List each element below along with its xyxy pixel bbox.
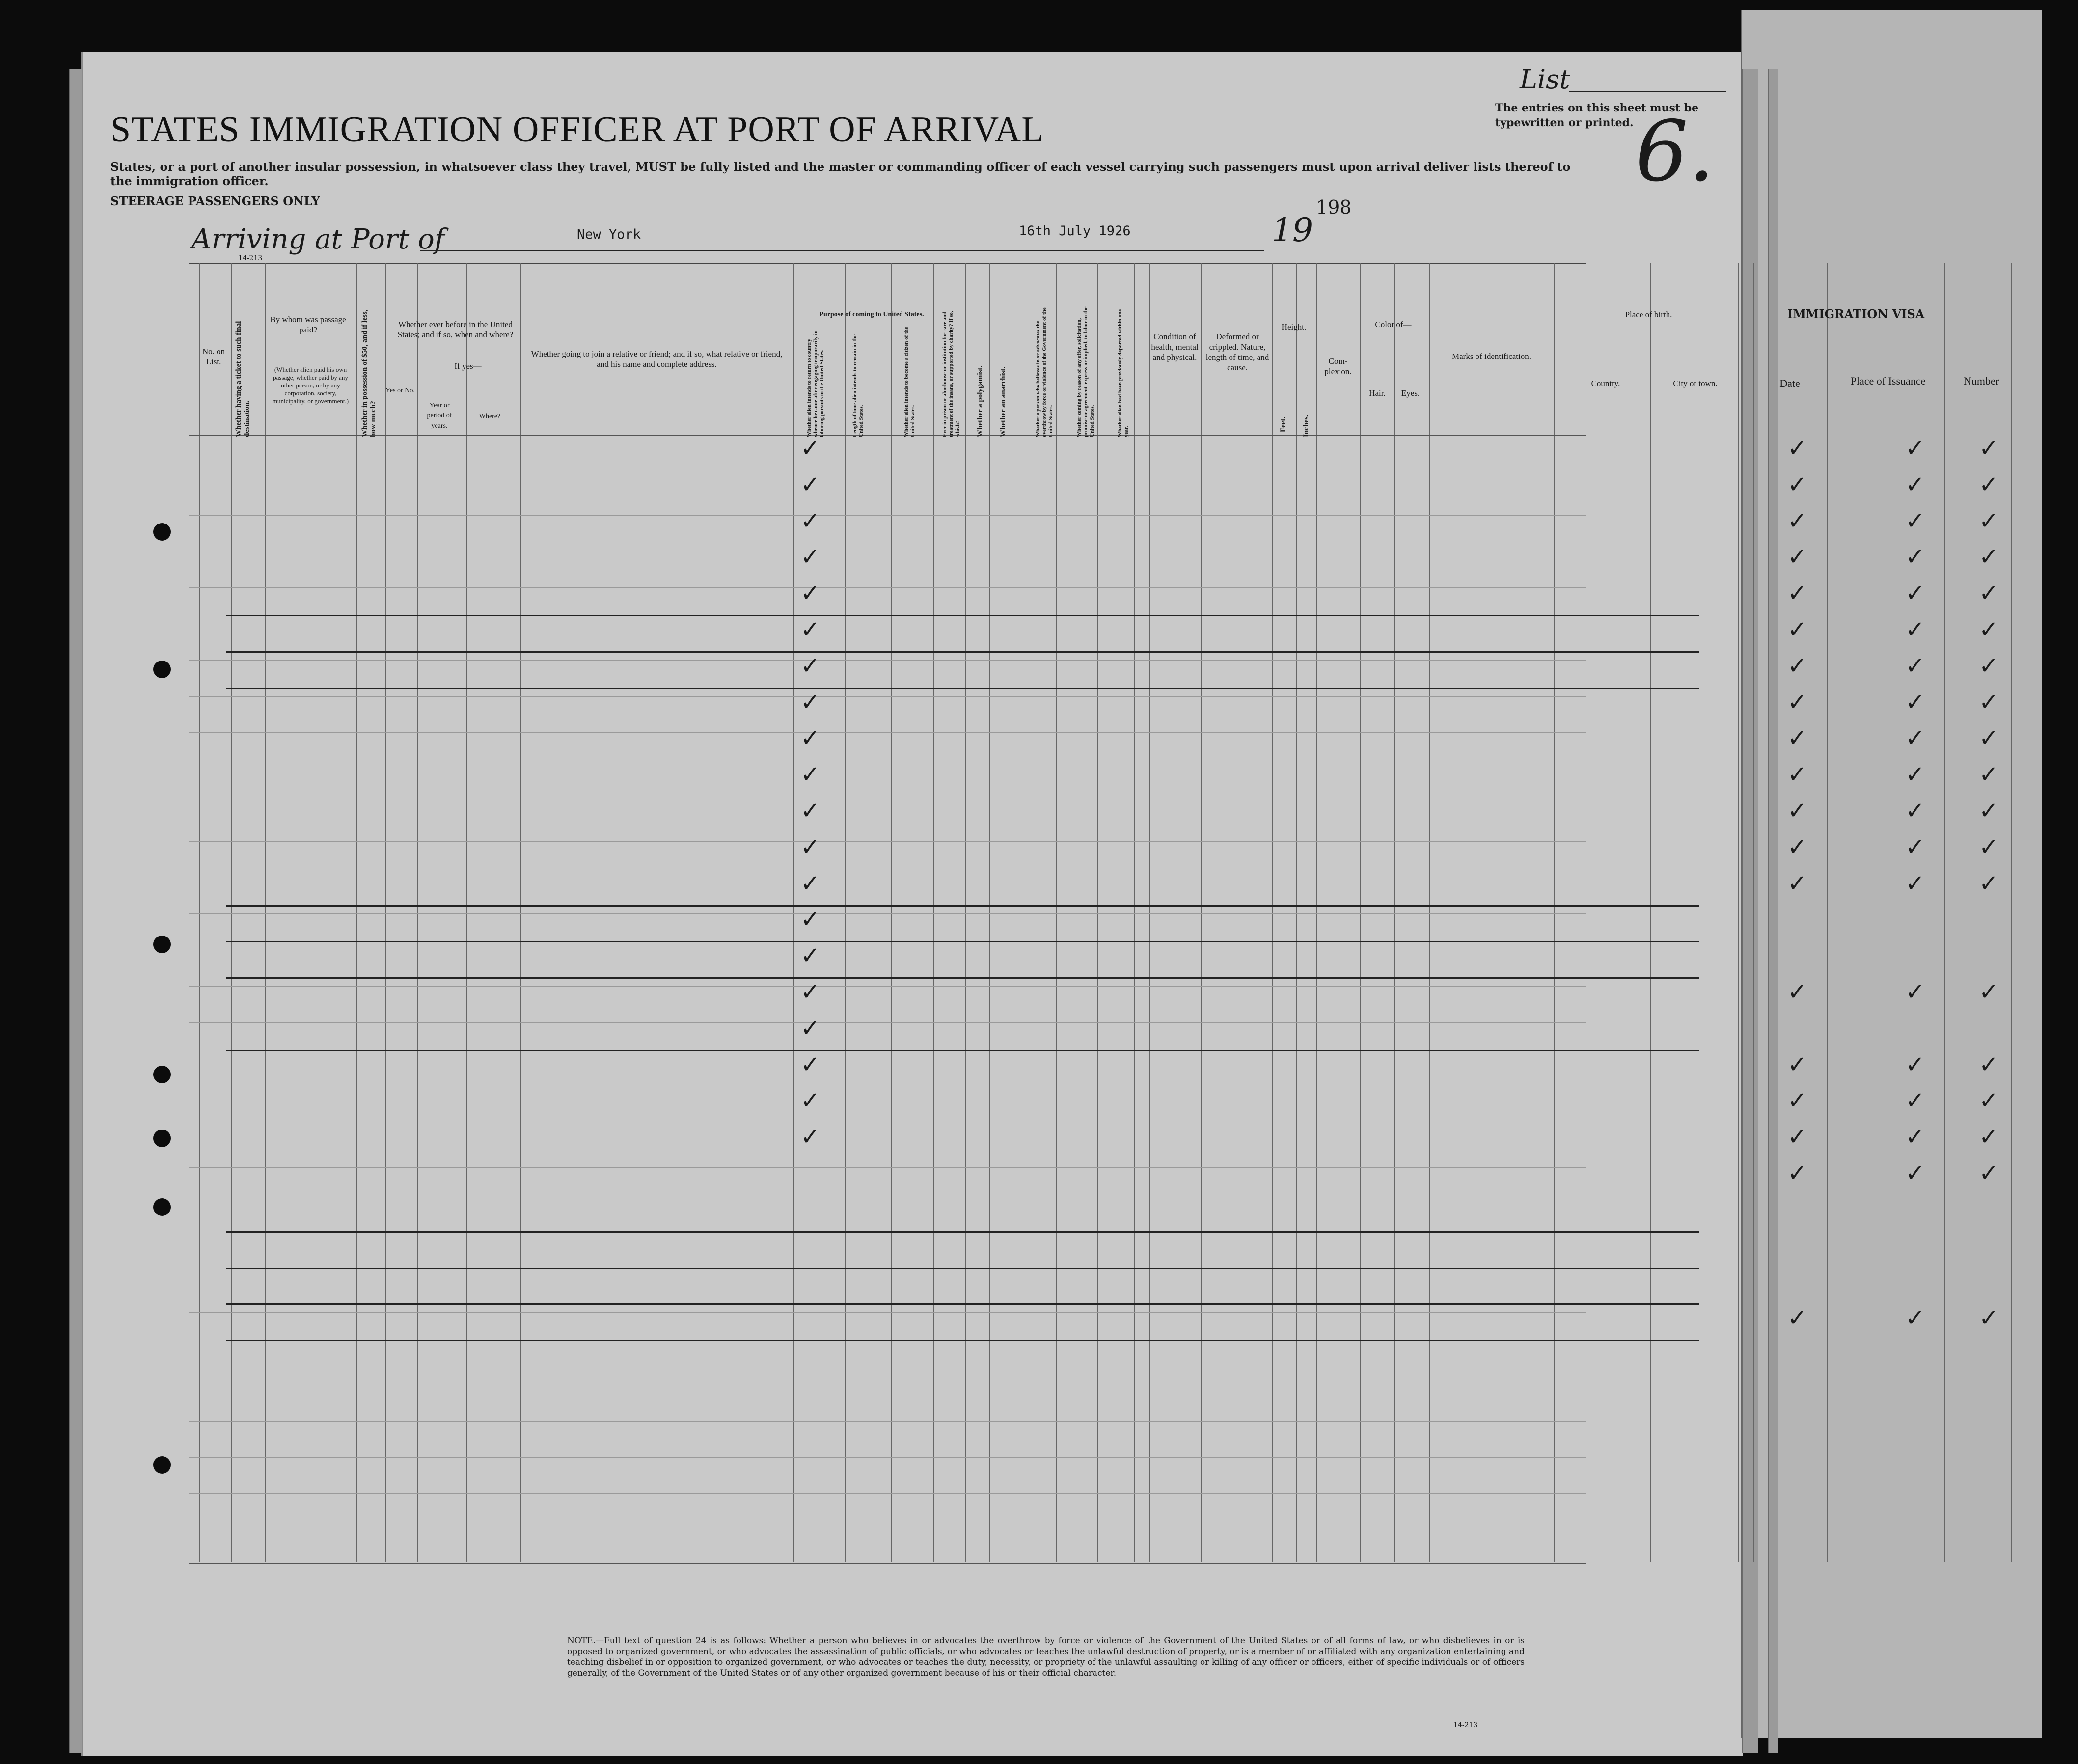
check-mark: ✓ bbox=[800, 833, 820, 861]
row-rule bbox=[189, 696, 1586, 697]
check-mark: ✓ bbox=[1787, 797, 1807, 825]
column-rule bbox=[989, 263, 990, 1562]
check-mark: ✓ bbox=[1787, 761, 1807, 789]
punch-hole bbox=[153, 1198, 171, 1216]
header-where: Where? bbox=[479, 413, 501, 420]
check-mark: ✓ bbox=[1905, 978, 1925, 1006]
form-code: 14-213 bbox=[238, 254, 263, 262]
sheet-number: 198 bbox=[1316, 196, 1352, 218]
check-mark: ✓ bbox=[1979, 543, 1999, 571]
strike-through-line bbox=[226, 905, 1699, 907]
header-city: City or town. bbox=[1673, 379, 1718, 388]
check-mark: ✓ bbox=[800, 797, 820, 825]
column-rule bbox=[1429, 263, 1430, 1562]
check-mark: ✓ bbox=[1787, 507, 1807, 535]
punch-hole bbox=[153, 523, 171, 541]
check-mark: ✓ bbox=[1905, 1159, 1925, 1187]
footer-note: NOTE.—Full text of question 24 is as follows: Whether a person who believes in or advocates the overthrow by force or violence of the Government of the United States or of all forms of law, or who disbelieves in or is opposed to organized government, or who advocates the assassination of public officials, or who advocates or teaches the unlawful destruction of property, or is a member of or affiliated with any organization entertaining and teaching disbelief in or opposition to organized government, or who advocates or teaches the duty, necessity, or propriety of the unlawful assaulting or killing of any officer or officers, either of specific individuals or of officers generally, of the Government of the United States or of any other organized government because of his or their official character. bbox=[567, 1636, 1525, 1678]
header-paid-by: By whom was passage paid? bbox=[270, 315, 346, 334]
check-mark: ✓ bbox=[1787, 724, 1807, 752]
header-marks: Marks of identification. bbox=[1452, 352, 1531, 361]
check-mark: ✓ bbox=[1905, 652, 1925, 680]
header-no-on-list: No. on List. bbox=[202, 347, 225, 366]
header-purpose-b: Length of time alien intends to remain in the United States. bbox=[852, 334, 864, 437]
column-rule bbox=[845, 263, 846, 1562]
check-mark: ✓ bbox=[1979, 761, 1999, 789]
column-rule bbox=[1554, 263, 1555, 1562]
column-rule bbox=[1316, 263, 1317, 1562]
header-visa: IMMIGRATION VISA bbox=[1787, 307, 1925, 321]
check-mark: ✓ bbox=[1905, 797, 1925, 825]
check-mark: ✓ bbox=[800, 1050, 820, 1078]
check-mark: ✓ bbox=[1979, 616, 1999, 643]
check-mark: ✓ bbox=[1787, 579, 1807, 607]
instructions: States, or a port of another insular possession, in whatsoever class they travel, MUST be fully listed and the master or commanding officer of each vessel carrying such passengers must upon arrival deliver lists thereof to the immigration officer. bbox=[110, 160, 1571, 188]
column-rule bbox=[265, 263, 266, 1562]
punch-hole bbox=[153, 1066, 171, 1083]
header-polygamist: Whether a polygamist. bbox=[976, 365, 984, 437]
check-mark: ✓ bbox=[1979, 1304, 1999, 1332]
check-mark: ✓ bbox=[1905, 1050, 1925, 1078]
check-mark: ✓ bbox=[1979, 833, 1999, 861]
row-rule bbox=[189, 1457, 1586, 1458]
column-rule bbox=[466, 263, 467, 1562]
check-mark: ✓ bbox=[1787, 869, 1807, 897]
row-rule bbox=[189, 1022, 1586, 1023]
header-eyes: Eyes. bbox=[1401, 388, 1420, 398]
check-mark: ✓ bbox=[1979, 978, 1999, 1006]
check-mark: ✓ bbox=[800, 1123, 820, 1151]
header-yes-no: Yes or No. bbox=[385, 387, 415, 394]
check-mark: ✓ bbox=[1979, 435, 1999, 462]
header-purpose: Purpose of coming to United States. bbox=[819, 311, 924, 318]
check-mark: ✓ bbox=[800, 906, 820, 934]
port-value: New York bbox=[577, 227, 641, 242]
check-mark: ✓ bbox=[800, 1014, 820, 1042]
check-mark: ✓ bbox=[1787, 616, 1807, 643]
list-label: List bbox=[1520, 64, 1570, 95]
strike-through-line bbox=[226, 941, 1699, 942]
check-mark: ✓ bbox=[800, 978, 820, 1006]
check-mark: ✓ bbox=[1905, 1123, 1925, 1151]
check-mark: ✓ bbox=[1905, 435, 1925, 462]
column-rule bbox=[933, 263, 934, 1562]
header-inches: Inches. bbox=[1302, 414, 1310, 437]
header-deformed: Deformed or crippled. Nature, length of time, and cause. bbox=[1205, 332, 1269, 372]
check-mark: ✓ bbox=[1905, 1087, 1925, 1115]
check-mark: ✓ bbox=[1979, 1087, 1999, 1115]
row-rule bbox=[189, 660, 1586, 661]
row-rule bbox=[189, 587, 1586, 588]
list-underline bbox=[1569, 91, 1726, 92]
row-rule bbox=[189, 1167, 1586, 1168]
column-rule bbox=[356, 263, 357, 1562]
check-mark: ✓ bbox=[1979, 797, 1999, 825]
check-mark: ✓ bbox=[1905, 688, 1925, 716]
row-rule bbox=[189, 841, 1586, 842]
check-mark: ✓ bbox=[1979, 869, 1999, 897]
header-deported: Whether alien had been previously deported within one year. bbox=[1117, 309, 1129, 437]
check-mark: ✓ bbox=[1787, 435, 1807, 462]
header-if-yes: If yes— bbox=[454, 361, 482, 371]
check-mark: ✓ bbox=[1979, 724, 1999, 752]
row-rule bbox=[189, 515, 1586, 516]
column-rule bbox=[1056, 263, 1057, 1562]
column-rule bbox=[1272, 263, 1273, 1562]
column-rule bbox=[1149, 263, 1150, 1562]
column-rule bbox=[520, 263, 521, 1562]
check-mark: ✓ bbox=[1905, 1304, 1925, 1332]
header-country: Country. bbox=[1591, 379, 1620, 388]
check-mark: ✓ bbox=[800, 724, 820, 752]
strike-through-line bbox=[226, 615, 1699, 616]
check-mark: ✓ bbox=[1979, 652, 1999, 680]
date-value: 16th July 1926 bbox=[1019, 223, 1131, 239]
check-mark: ✓ bbox=[1979, 470, 1999, 498]
check-mark: ✓ bbox=[800, 869, 820, 897]
check-mark: ✓ bbox=[1979, 1050, 1999, 1078]
column-rule bbox=[965, 263, 966, 1562]
column-rule bbox=[1097, 263, 1098, 1562]
header-visa-place: Place of Issuance bbox=[1850, 375, 1926, 387]
strike-through-line bbox=[226, 1340, 1699, 1341]
header-prison: Ever in prison or almshouse or institution for care and treatment of the insane, or supported by charity? If so, which? bbox=[942, 311, 960, 437]
check-mark: ✓ bbox=[800, 652, 820, 680]
column-rule bbox=[891, 263, 892, 1562]
check-mark: ✓ bbox=[1787, 1123, 1807, 1151]
column-rule bbox=[385, 263, 386, 1562]
header-visa-date: Date bbox=[1779, 377, 1800, 389]
header-q25: Whether coming by reason of any offer, solicitation, promise or agreement, express or implied, to labor in the United States. bbox=[1076, 306, 1095, 437]
list-number: 6. bbox=[1635, 103, 1715, 200]
header-complexion: Com- plexion. bbox=[1324, 357, 1352, 376]
strike-through-line bbox=[226, 1268, 1699, 1269]
check-mark: ✓ bbox=[1905, 507, 1925, 535]
check-mark: ✓ bbox=[1787, 543, 1807, 571]
check-mark: ✓ bbox=[1787, 688, 1807, 716]
header-purpose-c: Whether alien intends to become a citizen of the United States. bbox=[903, 327, 916, 437]
column-rule bbox=[1944, 263, 1945, 1562]
column-rule bbox=[1650, 263, 1651, 1562]
header-relative: Whether going to join a relative or friend; and if so, what relative or friend, and his name and complete address. bbox=[531, 349, 783, 369]
check-mark: ✓ bbox=[1787, 652, 1807, 680]
header-visa-number: Number bbox=[1963, 375, 1999, 387]
check-mark: ✓ bbox=[1905, 579, 1925, 607]
page-title: STATES IMMIGRATION OFFICER AT PORT OF ARRIVAL bbox=[110, 110, 1044, 150]
punch-hole bbox=[153, 936, 171, 953]
column-rule bbox=[1134, 263, 1135, 1562]
punch-hole bbox=[153, 1456, 171, 1474]
check-mark: ✓ bbox=[800, 507, 820, 535]
check-mark: ✓ bbox=[1905, 833, 1925, 861]
check-mark: ✓ bbox=[1905, 724, 1925, 752]
column-rule bbox=[1201, 263, 1202, 1562]
check-mark: ✓ bbox=[1787, 1304, 1807, 1332]
header-q24: Whether a person who believes in or advocates the overthrow by force or violence of the Government of the United States. bbox=[1035, 307, 1054, 437]
punch-hole bbox=[153, 1130, 171, 1147]
steerage-label: STEERAGE PASSENGERS ONLY bbox=[110, 194, 320, 208]
check-mark: ✓ bbox=[1979, 1123, 1999, 1151]
entries-note: The entries on this sheet must be typewritten or printed. bbox=[1495, 102, 1699, 129]
check-mark: ✓ bbox=[1905, 869, 1925, 897]
check-mark: ✓ bbox=[1905, 543, 1925, 571]
arriving-label: Arriving at Port of bbox=[191, 223, 445, 255]
header-paid-by-note: (Whether alien paid his own passage, whether paid by any other person, or by any corporation, society, municipality, or government.) bbox=[272, 366, 349, 405]
row-rule bbox=[189, 1421, 1586, 1422]
column-rule bbox=[1296, 263, 1297, 1562]
check-mark: ✓ bbox=[1979, 507, 1999, 535]
strike-through-line bbox=[226, 688, 1699, 689]
year-prefix: 19 bbox=[1272, 211, 1313, 249]
header-rule bbox=[189, 435, 1586, 436]
column-rule bbox=[231, 263, 232, 1562]
column-rule bbox=[1360, 263, 1361, 1562]
check-mark: ✓ bbox=[1787, 833, 1807, 861]
page-edge bbox=[1768, 69, 1778, 1753]
header-years: Year or period of years. bbox=[427, 402, 452, 430]
check-mark: ✓ bbox=[800, 435, 820, 462]
strike-through-line bbox=[226, 651, 1699, 653]
page-edge bbox=[69, 69, 82, 1753]
column-rule bbox=[1394, 263, 1395, 1562]
header-color-of: Color of— bbox=[1375, 320, 1412, 329]
column-rule bbox=[2011, 263, 2012, 1562]
header-height: Height. bbox=[1281, 322, 1307, 331]
header-purpose-a: Whether alien intends to return to country whence he came after engaging temporarily in laboring pursuits in the United States. bbox=[806, 331, 825, 437]
check-mark: ✓ bbox=[800, 616, 820, 643]
check-mark: ✓ bbox=[1905, 616, 1925, 643]
header-hair: Hair. bbox=[1369, 388, 1386, 398]
check-mark: ✓ bbox=[800, 688, 820, 716]
column-rule bbox=[793, 263, 794, 1562]
column-rule bbox=[417, 263, 418, 1562]
header-place-birth: Place of birth. bbox=[1625, 310, 1672, 319]
header-condition: Condition of health, mental and physical. bbox=[1151, 332, 1199, 362]
check-mark: ✓ bbox=[800, 761, 820, 789]
header-fifty: Whether in possession of $50, and if less, how much? bbox=[361, 309, 377, 437]
check-mark: ✓ bbox=[1787, 978, 1807, 1006]
header-ticket: Whether having a ticket to such final destination. bbox=[235, 321, 251, 437]
strike-through-line bbox=[226, 1303, 1699, 1305]
header-anarchist: Whether an anarchist. bbox=[999, 366, 1007, 437]
column-rule bbox=[199, 263, 200, 1562]
check-mark: ✓ bbox=[1787, 470, 1807, 498]
check-mark: ✓ bbox=[1787, 1050, 1807, 1078]
row-rule bbox=[189, 986, 1586, 987]
check-mark: ✓ bbox=[1979, 1159, 1999, 1187]
check-mark: ✓ bbox=[1905, 470, 1925, 498]
check-mark: ✓ bbox=[800, 942, 820, 970]
row-rule bbox=[189, 1493, 1586, 1494]
check-mark: ✓ bbox=[1979, 579, 1999, 607]
check-mark: ✓ bbox=[1979, 688, 1999, 716]
column-rule bbox=[1738, 263, 1739, 1562]
strike-through-line bbox=[226, 977, 1699, 979]
check-mark: ✓ bbox=[1787, 1159, 1807, 1187]
check-mark: ✓ bbox=[1905, 761, 1925, 789]
check-mark: ✓ bbox=[800, 470, 820, 498]
strike-through-line bbox=[226, 1050, 1699, 1051]
check-mark: ✓ bbox=[800, 543, 820, 571]
check-mark: ✓ bbox=[1787, 1087, 1807, 1115]
header-before-us: Whether ever before in the United States; and if so, when and where? bbox=[397, 320, 514, 339]
punch-hole bbox=[153, 661, 171, 678]
page-edge bbox=[1742, 69, 1758, 1753]
form-code-footer: 14-213 bbox=[1453, 1721, 1478, 1729]
row-rule bbox=[189, 1312, 1586, 1313]
check-mark: ✓ bbox=[800, 579, 820, 607]
column-rule bbox=[1827, 263, 1828, 1562]
strike-through-line bbox=[226, 1231, 1699, 1233]
header-feet: Feet. bbox=[1279, 416, 1287, 432]
row-rule bbox=[189, 913, 1586, 914]
column-rule bbox=[1753, 263, 1754, 1562]
arriving-underline bbox=[420, 250, 1264, 251]
check-mark: ✓ bbox=[800, 1087, 820, 1115]
row-rule bbox=[189, 732, 1586, 733]
